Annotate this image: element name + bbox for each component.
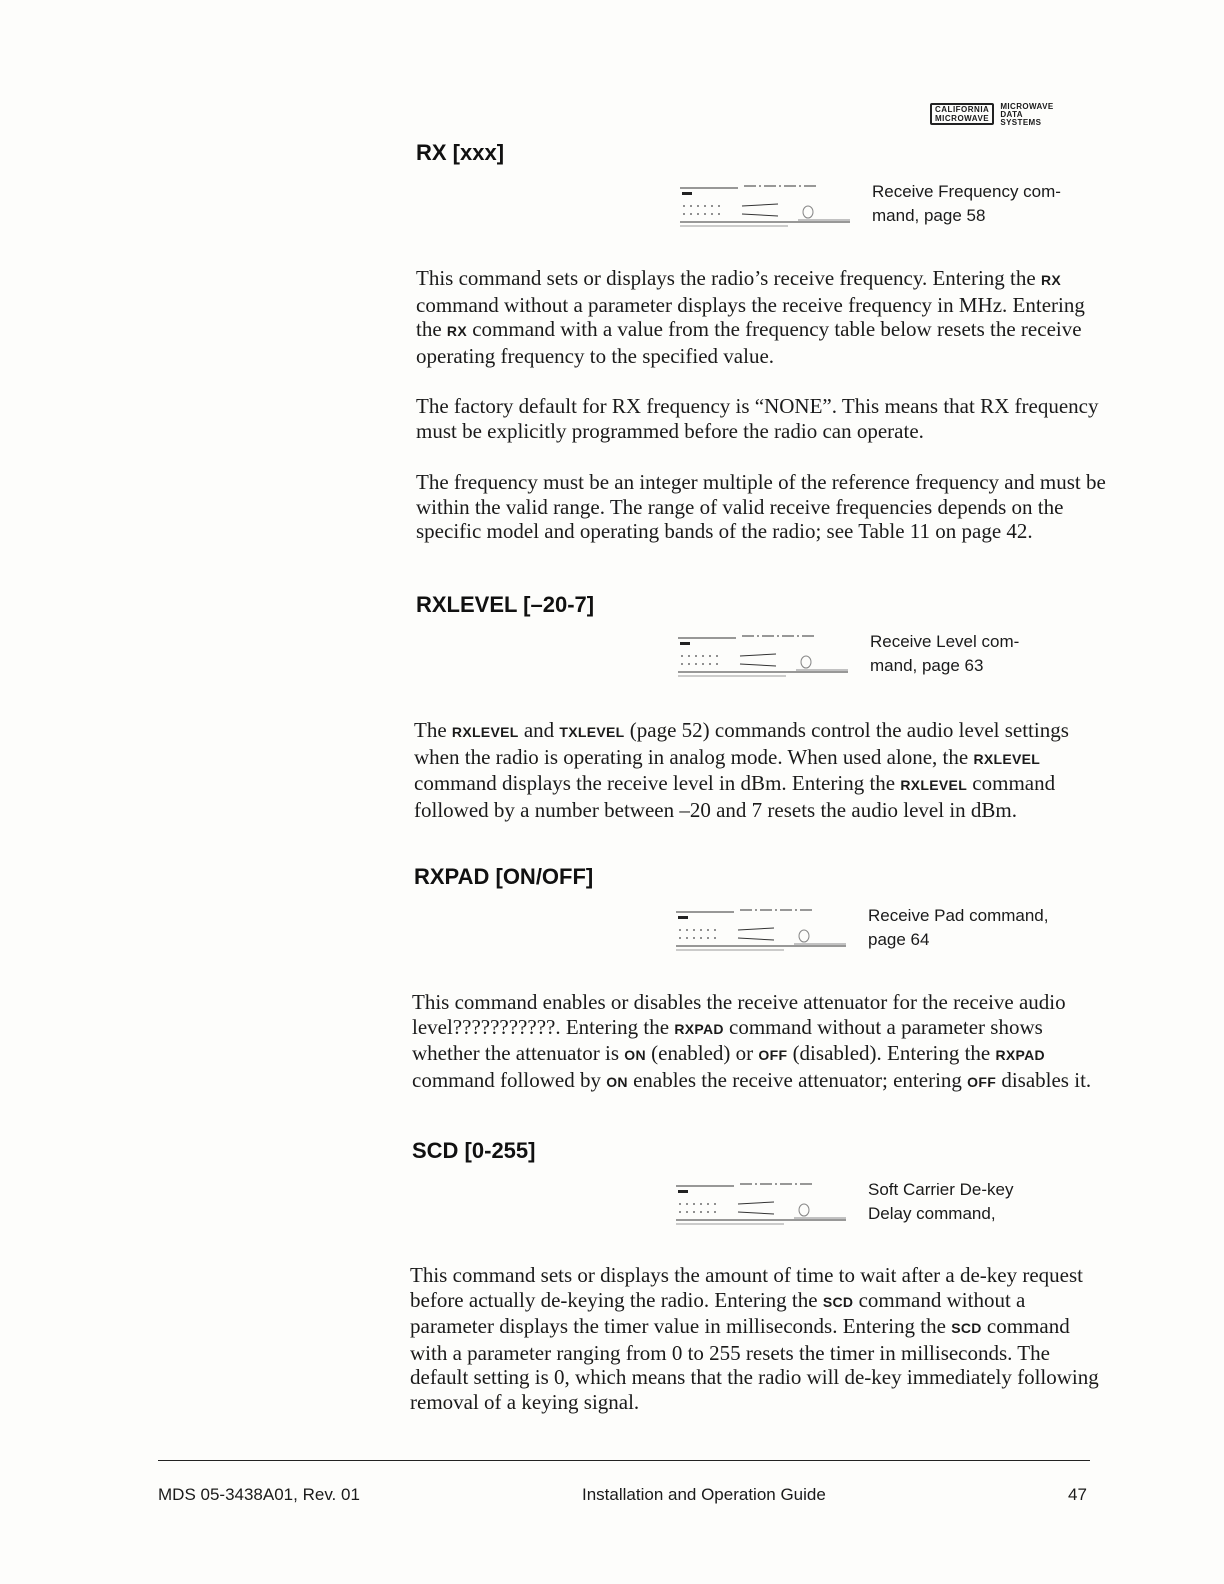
paragraph: The factory default for RX frequency is “NONE”. This means that RX frequency must be explicitly programmed before the radio can operate. <box>416 394 1099 443</box>
command-keyword: RXLEVEL <box>900 777 968 793</box>
xref-text <box>872 180 1107 228</box>
command-keyword: ON <box>624 1047 646 1063</box>
footer-doc-number: MDS 05-3438A01, Rev. 01 <box>158 1485 360 1504</box>
logo-word: DATA <box>1000 110 1023 119</box>
xref-scd <box>674 1178 1103 1226</box>
xref-line: page 64 <box>868 930 930 949</box>
section-heading-rxlevel: RXLEVEL [–20-7] <box>416 592 595 617</box>
xref-line: Delay command, <box>868 1204 996 1223</box>
section-heading-rxpad: RXPAD [ON/OFF] <box>414 864 594 889</box>
radio-front-panel-icon <box>674 904 848 952</box>
footer-rule <box>158 1460 1090 1461</box>
paragraph: The frequency must be an integer multiple of the reference frequency and must be within the valid range. The range of valid receive frequencies depends on the specific model and operating bands of the radio; see Table 11 on page 42. <box>416 470 1106 543</box>
xref-rx <box>678 180 1107 228</box>
command-keyword: ON <box>606 1073 628 1090</box>
radio-front-panel-icon <box>674 1178 848 1226</box>
xref-line: Receive Level com- <box>870 632 1020 651</box>
xref-text <box>870 630 1105 678</box>
command-keyword: OFF <box>967 1073 997 1090</box>
command-keyword: SCD <box>951 1320 982 1336</box>
xref-line: Receive Frequency com- <box>872 182 1061 201</box>
xref-line: Soft Carrier De-key <box>868 1180 1014 1199</box>
command-keyword: RXLEVEL <box>451 724 519 740</box>
command-keyword: RX <box>446 323 467 339</box>
logo-word: SYSTEMS <box>1000 118 1042 127</box>
xref-line: mand, page 63 <box>870 656 984 675</box>
radio-front-panel-icon <box>678 180 852 228</box>
xref-line: Receive Pad command, <box>868 906 1049 925</box>
section-heading-scd: SCD [0-255] <box>412 1138 536 1163</box>
paragraph: This command sets or displays the amount of time to wait after a de-key request before actually de-keying the radio. Entering the SCD command without a parameter displays the timer value in milliseconds. Entering the SCD command with a parameter ranging from 0 to 255 resets the timer in milliseconds. The default setting is 0, which means that the radio will de-key immediately following removal of a keying signal. <box>410 1263 1099 1414</box>
command-keyword: RXPAD <box>995 1047 1045 1063</box>
command-keyword: RXLEVEL <box>973 750 1041 767</box>
paragraph: This command sets or displays the radio’s receive frequency. Entering the RX command without a parameter displays the receive frequency in MHz. Entering the RX command with a value from the frequency table below resets the receive operating frequency to the specified value. <box>416 266 1085 368</box>
xref-line: mand, page 58 <box>872 206 986 225</box>
paragraph: This command enables or disables the receive attenuator for the receive audio level???????????. Entering the RXPAD command without a parameter shows whether the attenuator is ON (enabled) or OFF (disabled). Entering the RXPAD command followed by ON enables the receive attenuator; entering OFF disables it. <box>412 990 1092 1092</box>
footer-title: Installation and Operation Guide <box>582 1485 826 1504</box>
paragraph: The RXLEVEL and TXLEVEL (page 52) commands control the audio level settings when the radio is operating in analog mode. When used alone, the RXLEVEL command displays the receive level in dBm. Entering the RXLEVEL command followed by a number between –20 and 7 resets the audio level in dBm. <box>414 718 1069 822</box>
command-keyword: RX <box>1040 272 1062 288</box>
xref-rxpad <box>674 904 1103 952</box>
command-keyword: SCD <box>822 1293 854 1310</box>
section-heading-rx: RX [xxx] <box>416 140 505 165</box>
company-logo <box>930 103 1054 127</box>
logo-box-line1: CALIFORNIA <box>935 105 990 114</box>
logo-box <box>930 103 994 125</box>
logo-word: MICROWAVE <box>1000 102 1054 111</box>
logo-box-line2: MICROWAVE <box>935 114 990 123</box>
radio-front-panel-icon <box>676 630 850 678</box>
footer-page-number: 47 <box>1068 1485 1087 1504</box>
command-keyword: RXPAD <box>674 1020 724 1037</box>
logo-words <box>1000 103 1053 127</box>
command-keyword: OFF <box>758 1047 788 1063</box>
xref-rxlevel <box>676 630 1105 678</box>
xref-text <box>868 904 1103 952</box>
command-keyword: TXLEVEL <box>559 724 625 740</box>
xref-text <box>868 1178 1103 1226</box>
